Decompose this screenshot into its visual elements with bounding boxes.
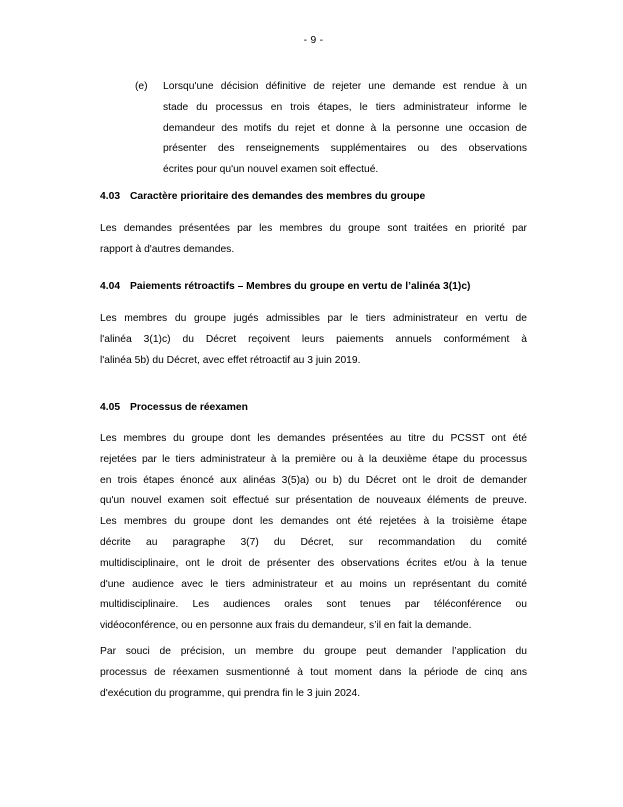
list-item-e xyxy=(100,77,527,181)
heading-title: Processus de réexamen xyxy=(130,402,248,413)
heading-number: 4.03 xyxy=(100,191,121,202)
section-4-03-heading xyxy=(100,187,527,208)
text-line: Par souci de précision, un membre du groupe peut demander l’application du xyxy=(100,646,527,657)
section-4-05-paragraph-2 xyxy=(100,642,527,704)
text-line: stade du processus en trois étapes, le tiers administrateur informe le xyxy=(163,101,527,113)
heading-number: 4.04 xyxy=(100,281,121,292)
text-line: d'une audience avec le tiers administrateur et au moins un représentant du comité xyxy=(100,578,527,590)
section-4-05-heading xyxy=(100,398,527,419)
text-line: Lorsqu'une décision définitive de rejeter une demande est rendue à un xyxy=(163,81,527,92)
text-line: décrite au paragraphe 3(7) du Décret, sur recommandation du comité xyxy=(100,536,527,548)
text-line: d'exécution du programme, qui prendra fin le 3 juin 2024. xyxy=(100,687,361,699)
text-line: l'alinéa 5b) du Décret, avec effet rétroactif au 3 juin 2019. xyxy=(100,354,361,366)
text-line: qu'un nouvel examen soit effectué sur présentation de nouveaux éléments de preuve. xyxy=(100,495,527,507)
text-line: Les membres du groupe dont les demandes présentées au titre du PCSST ont été xyxy=(100,433,527,444)
text-line: demandeur des motifs du rejet et donne à la personne une occasion de xyxy=(163,122,527,134)
text-line: en trois étapes énoncé aux alinéas 3(5)a) ou b) du Décret ont le droit de demander xyxy=(100,474,527,486)
list-item-text xyxy=(163,77,527,181)
text-line: Les demandes présentées par les membres du groupe sont traitées en priorité par xyxy=(100,223,527,234)
text-line: rejetées par le tiers administrateur à la première ou à la deuxième étape du processus xyxy=(100,453,527,465)
heading-number: 4.05 xyxy=(100,402,121,413)
text-line: l'alinéa 3(1)c) du Décret reçoivent leurs paiements annuels conformément à xyxy=(100,333,527,345)
list-item-marker: (e) xyxy=(135,81,148,92)
text-line: écrites pour qu'un nouvel examen soit effectué. xyxy=(163,164,379,176)
text-line: processus de réexamen susmentionné à tout moment dans la période de cinq ans xyxy=(100,666,527,678)
heading-title: Caractère prioritaire des demandes des membres du groupe xyxy=(130,191,426,202)
text-line: Les membres du groupe dont les demandes ont été rejetées à la troisième étape xyxy=(100,516,527,528)
text-line: rapport à d'autres demandes. xyxy=(100,243,235,255)
section-4-03-paragraph xyxy=(100,219,527,261)
section-4-04-heading xyxy=(100,277,527,298)
text-line: multidisciplinaire. Les audiences orales sont tenues par téléconférence ou xyxy=(100,599,527,611)
text-line: présenter des renseignements supplémentaires ou des observations xyxy=(163,143,527,155)
section-4-04-paragraph xyxy=(100,309,527,371)
text-line: Les membres du groupe jugés admissibles par le tiers administrateur en vertu de xyxy=(100,313,527,324)
heading-title: Paiements rétroactifs – Membres du groupe en vertu de l’alinéa 3(1)c) xyxy=(130,281,471,292)
text-line: vidéoconférence, ou en personne aux frais du demandeur, s’il en fait la demande. xyxy=(100,620,472,632)
page-number: - 9 - xyxy=(303,35,324,46)
section-4-05-paragraph-1 xyxy=(100,429,527,637)
text-line: multidisciplinaire, ont le droit de présenter des observations écrites et/ou à la tenue xyxy=(100,557,527,569)
